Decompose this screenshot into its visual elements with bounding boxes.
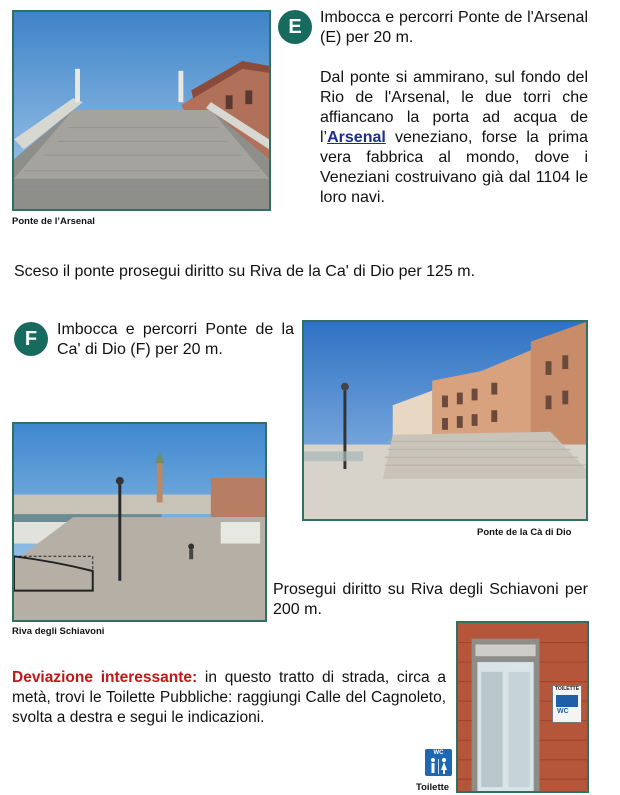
photo-ponte-ca-di-dio xyxy=(302,320,588,521)
toilet-sign xyxy=(552,685,582,723)
detour-body: in questo tratto di strada, circa a metà, trovi le Toilette Pubbliche: raggiungi Calle del Cagnoleto, svolta a destra e segui le indicazioni. xyxy=(12,669,446,726)
wc-icon-label: WC xyxy=(433,750,444,756)
section-e-desc-after: veneziano, forse la prima vera fabbrica al mondo, dove i Veneziani costruivano già dal 1104 le loro navi. xyxy=(320,129,588,206)
toilet-sign-title: TOILETTE xyxy=(554,686,580,692)
toilet-sign-wc: WC xyxy=(557,708,569,715)
badge-f: F xyxy=(14,322,48,356)
caption-ponte-arsenal: Ponte de l’Arsenal xyxy=(12,216,95,227)
wc-figures-icon xyxy=(425,757,452,776)
arsenal-link[interactable]: Arsenal xyxy=(327,129,386,146)
section-f-intro: Imbocca e percorri Ponte de la Ca' di Dio (F) per 20 m. xyxy=(57,321,294,358)
detour-text xyxy=(12,668,446,728)
detour-label: Deviazione interessante: xyxy=(12,669,198,686)
caption-ponte-ca-di-dio: Ponte de la Cà di Dio xyxy=(477,527,572,538)
step-schiavoni: Prosegui diritto su Riva degli Schiavoni per 200 m. xyxy=(273,581,588,618)
photo-toilette xyxy=(456,621,589,793)
toilet-sign-blue xyxy=(556,695,578,707)
badge-e: E xyxy=(278,10,312,44)
caption-toilette: Toilette xyxy=(416,782,450,793)
section-e-desc-before: Dal ponte si ammirano, sul fondo del Rio de l'Arsenal, le due torri che affiancano la porta ad acqua de l’ xyxy=(320,69,588,146)
caption-riva-schiavoni: Riva degli Schiavoni xyxy=(12,626,105,637)
wc-icon xyxy=(425,749,452,776)
photo-ponte-arsenal xyxy=(12,10,271,211)
photo-riva-schiavoni xyxy=(12,422,267,622)
step-riva-ca-dio: Sceso il ponte prosegui diritto su Riva de la Ca' di Dio per 125 m. xyxy=(14,263,476,280)
section-e-intro: Imbocca e percorri Ponte de l'Arsenal (E) per 20 m. xyxy=(320,9,588,46)
section-e-description xyxy=(320,68,588,208)
